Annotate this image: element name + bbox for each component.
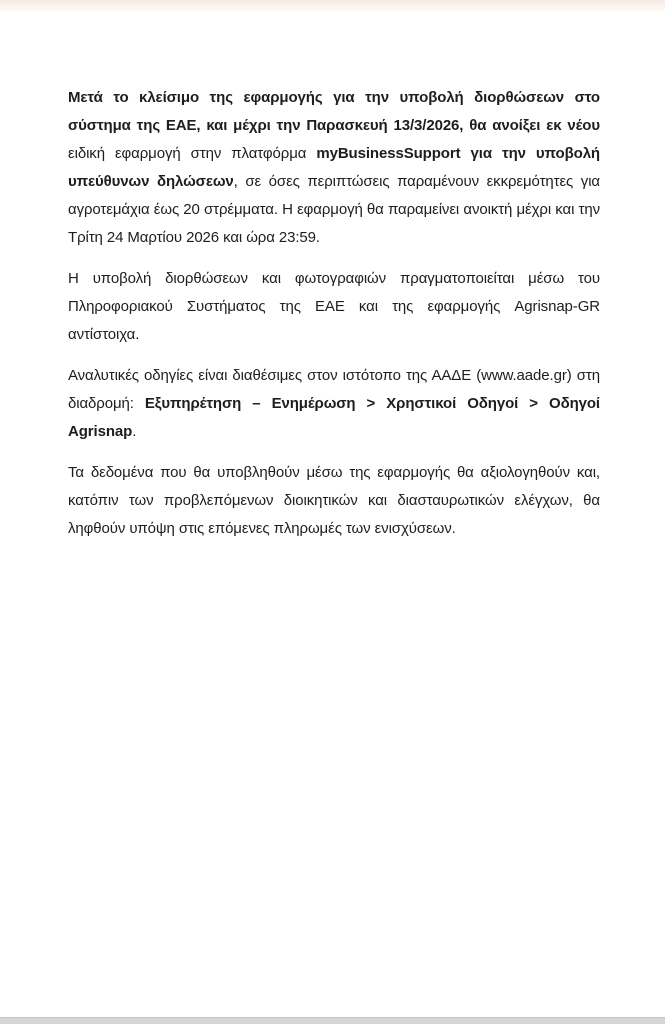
- text-run: Αναλυτικές οδηγίες είναι διαθέσιμες στον ιστότοπο της ΑΑΔΕ (www.aade.gr) στη διαδρομή:: [68, 367, 600, 412]
- text-run: Τα δεδομένα που θα υποβληθούν μέσω της εφαρμογής θα αξιολογηθούν και, κατόπιν των προβλεπόμενων διοικητικών και διασταυρωτικών ελέγχων, θα ληφθούν υπόψη στις επόμενες πληρωμές των ενισχύσεων.: [68, 464, 600, 537]
- document-body: [68, 84, 600, 543]
- photo-edge-top: [0, 0, 665, 13]
- text-run: Η υποβολή διορθώσεων και φωτογραφιών πραγματοποιείται μέσω του Πληροφοριακού Συστήματος της ΕΑΕ και της εφαρμογής Agrisnap-GR αντίστοιχα.: [68, 270, 600, 343]
- text-run: Εξυπηρέτηση – Ενημέρωση > Χρηστικοί Οδηγοί > Οδηγοί Agrisnap: [68, 395, 600, 440]
- text-run: myBusinessSupport για την υποβολή υπεύθυνων δηλώσεων: [68, 145, 600, 190]
- text-run: .: [132, 423, 137, 440]
- paragraph: [68, 459, 600, 543]
- paragraph: [68, 362, 600, 446]
- paragraph: [68, 265, 600, 349]
- photo-edge-bottom: [0, 1017, 665, 1024]
- text-run: ειδική εφαρμογή στην πλατφόρμα: [68, 145, 317, 162]
- text-run: , σε όσες περιπτώσεις παραμένουν εκκρεμότητες για αγροτεμάχια έως 20 στρέμματα. Η εφαρμογή θα παραμείνει ανοικτή μέχρι και την Τρίτη 24 Μαρτίου 2026 και ώρα 23:59.: [68, 173, 600, 246]
- text-run: Μετά το κλείσιμο της εφαρμογής για την υποβολή διορθώσεων στο σύστημα της ΕΑΕ, και μέχρι την Παρασκευή 13/3/2026, θα ανοίξει εκ νέου: [68, 89, 600, 134]
- paragraph: [68, 84, 600, 252]
